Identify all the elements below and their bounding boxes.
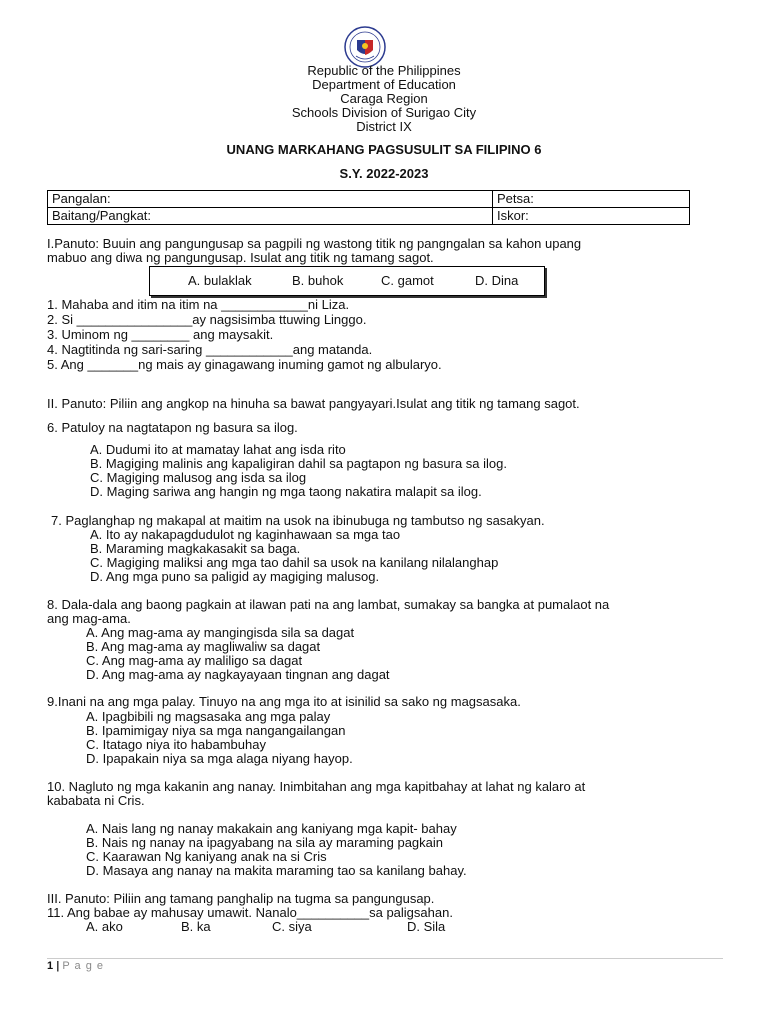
header-line-republic: Republic of the Philippines [307,63,461,78]
q8-option-c: C. Ang mag-ama ay maliligo sa dagat [86,653,303,668]
q7-option-a: A. Ito ay nakapagdudulot ng kaginhawaan sa mga tao [90,527,401,542]
header-line-department: Department of Education [312,77,456,92]
choice-d: D. Dina [475,273,519,288]
section1-instruction-line1: I.Panuto: Buuin ang pangungusap sa pagpili ng wastong titik ng pangngalan sa kahon upang [47,236,582,251]
question-9: 9.Inani na ang mga palay. Tinuyo na ang mga ito at isinilid sa sako ng magsasaka. [47,694,521,709]
q11-option-c: C. siya [272,919,312,934]
q11-option-d: D. Sila [407,919,446,934]
q10-option-b: B. Nais ng nanay na ipagyabang na sila ay maraming pagkain [86,835,444,850]
student-info-table [47,190,690,225]
header-line-district: District IX [356,119,412,134]
q11-option-a: A. ako [86,919,123,934]
score-field[interactable]: Iskor: [493,208,690,225]
word-choice-box [149,266,545,296]
question-11: 11. Ang babae ay mahusay umawit. Nanalo__________sa paligsahan. [47,905,453,920]
q9-option-c: C. Itatago niya ito habambuhay [86,737,266,752]
question-8-line1: 8. Dala-dala ang baong pagkain at ilawan pati na ang lambat, sumakay sa bangka at pumalaot na [47,597,610,612]
page-footer [47,960,104,972]
date-field[interactable]: Petsa: [493,191,690,208]
question-10-line2: kababata ni Cris. [47,793,145,808]
q10-option-d: D. Masaya ang nanay na makita maraming tao sa kanilang bahay. [86,863,467,878]
q6-option-b: B. Magiging malinis ang kapaligiran dahil sa pagtapon ng basura sa ilog. [90,456,507,471]
q9-option-b: B. Ipamimigay niya sa mga nangangailangan [86,723,346,738]
q6-option-d: D. Maging sariwa ang hangin ng mga taong nakatira malapit sa ilog. [90,484,482,499]
section3-instruction: III. Panuto: Piliin ang tamang panghalip na tugma sa pangungusap. [47,891,435,906]
name-field[interactable]: Pangalan: [48,191,493,208]
item-2: 2. Si ________________ay nagsisimba ttuwing Linggo. [47,312,367,327]
q7-option-b: B. Maraming magkakasakit sa baga. [90,541,301,556]
page-number: 1 [47,960,54,972]
q8-option-b: B. Ang mag-ama ay magliwaliw sa dagat [86,639,321,654]
q6-option-c: C. Magiging malusog ang isda sa ilog [90,470,307,485]
q6-option-a: A. Dudumi ito at mamatay lahat ang isda rito [90,442,346,457]
section1-instruction-line2: mabuo ang diwa ng pangungusap. Isulat ang titik ng tamang sagot. [47,250,434,265]
q10-option-a: A. Nais lang ng nanay makakain ang kaniyang mga kapit- bahay [86,821,457,836]
question-8-line2: ang mag-ama. [47,611,131,626]
page-separator: | [56,960,60,972]
q7-option-d: D. Ang mga puno sa paligid ay magiging malusog. [90,569,380,584]
header-line-region: Caraga Region [340,91,428,106]
question-7: 7. Paglanghap ng makapal at maitim na usok na ibinubuga ng tambutso ng sasakyan. [51,513,545,528]
item-4: 4. Nagtitinda ng sari-saring ____________ang matanda. [47,342,373,357]
deped-seal-logo [344,26,386,68]
footer-divider [47,958,723,959]
q8-option-d: D. Ang mag-ama ay nagkayayaan tingnan ang dagat [86,667,390,682]
exam-title: UNANG MARKAHANG PAGSUSULIT SA FILIPINO 6 [226,142,542,157]
choice-c: C. gamot [381,273,434,288]
item-1: 1. Mahaba and itim na itim na ____________ni Liza. [47,297,350,312]
header-line-division: Schools Division of Surigao City [291,105,477,120]
page-label: P a g e [62,960,104,972]
q11-option-b: B. ka [181,919,211,934]
item-5: 5. Ang _______ng mais ay ginagawang inuming gamot ng albularyo. [47,357,442,372]
q8-option-a: A. Ang mag-ama ay mangingisda sila sa dagat [86,625,355,640]
choice-b: B. buhok [292,273,344,288]
choice-a: A. bulaklak [188,273,252,288]
question-10-line1: 10. Nagluto ng mga kakanin ang nanay. Inimbitahan ang mga kapitbahay at lahat ng kalaro at [47,779,586,794]
item-3: 3. Uminom ng ________ ang maysakit. [47,327,274,342]
q10-option-c: C. Kaarawan Ng kaniyang anak na si Cris [86,849,327,864]
q9-option-a: A. Ipagbibili ng magsasaka ang mga palay [86,709,331,724]
q7-option-c: C. Magiging maliksi ang mga tao dahil sa usok na kanilang nilalanghap [90,555,499,570]
question-6: 6. Patuloy na nagtatapon ng basura sa ilog. [47,420,298,435]
grade-section-field[interactable]: Baitang/Pangkat: [48,208,493,225]
section2-instruction: II. Panuto: Piliin ang angkop na hinuha sa bawat pangyayari.Isulat ang titik ng tamang sagot. [47,396,580,411]
q9-option-d: D. Ipapakain niya sa mga alaga niyang hayop. [86,751,353,766]
school-year: S.Y. 2022-2023 [339,166,429,181]
